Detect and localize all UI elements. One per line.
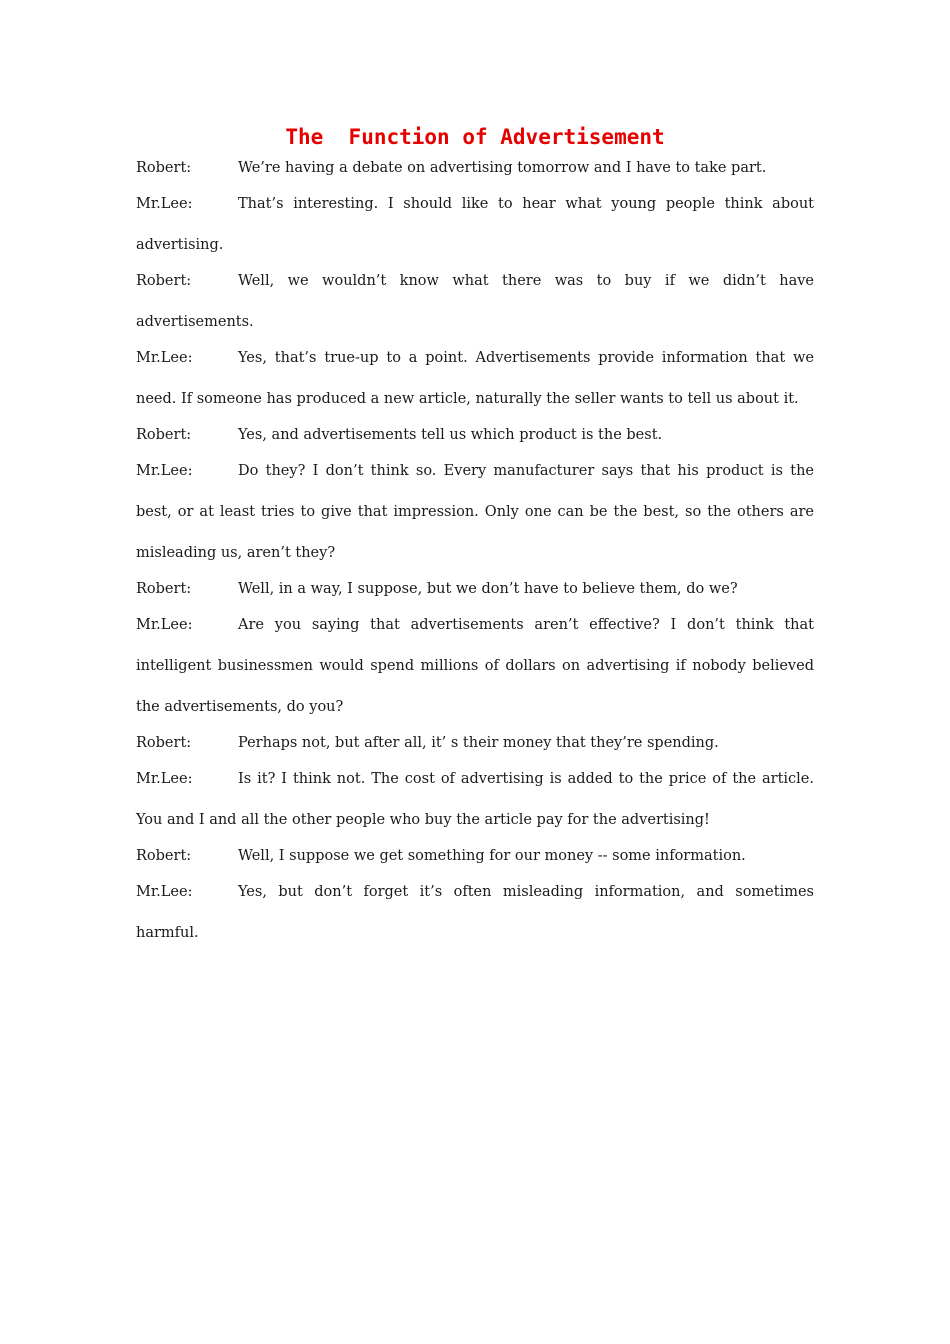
speaker-label: Robert: xyxy=(136,848,192,864)
turn-text: Do they? I don’t think so. Every manufacturer says that his product is the best, or at least tries to give that impression. Only one can be the best, so the others are misleading us, aren’t they? xyxy=(136,463,814,561)
dialogue-turn xyxy=(136,836,814,877)
turn-text: Yes, but don’t forget it’s often misleading information, and sometimes harmful. xyxy=(136,884,814,941)
dialogue xyxy=(136,148,814,949)
dialogue-turn xyxy=(136,415,814,456)
dialogue-turn xyxy=(136,759,814,841)
speaker-label: Robert: xyxy=(136,581,192,597)
speaker-label: Robert: xyxy=(136,427,192,443)
document-title: The Function of Advertisement xyxy=(285,125,665,149)
speaker-label: Mr.Lee: xyxy=(136,884,193,900)
turn-text: Are you saying that advertisements aren’t effective? I don’t think that intelligent businessmen would spend millions of dollars on advertising if nobody believed the advertisements, do you? xyxy=(136,617,814,715)
turn-text: Perhaps not, but after all, it’ s their money that they’re spending. xyxy=(238,735,719,751)
dialogue-turn xyxy=(136,184,814,266)
turn-text: Is it? I think not. The cost of advertising is added to the price of the article. You and I and all the other people who buy the article pay for the advertising! xyxy=(136,771,814,828)
dialogue-turn xyxy=(136,451,814,574)
dialogue-turn xyxy=(136,148,814,189)
turn-text: Well, in a way, I suppose, but we don’t have to believe them, do we? xyxy=(238,581,738,597)
speaker-label: Robert: xyxy=(136,735,192,751)
speaker-label: Mr.Lee: xyxy=(136,463,193,479)
speaker-label: Mr.Lee: xyxy=(136,196,193,212)
speaker-label: Mr.Lee: xyxy=(136,617,193,633)
turn-text: Yes, that’s true-up to a point. Advertisements provide information that we need. If someone has produced a new article, naturally the seller wants to tell us about it. xyxy=(136,350,814,407)
dialogue-turn xyxy=(136,338,814,420)
dialogue-turn xyxy=(136,872,814,954)
speaker-label: Mr.Lee: xyxy=(136,771,193,787)
dialogue-turn xyxy=(136,605,814,728)
speaker-label: Mr.Lee: xyxy=(136,350,193,366)
speaker-label: Robert: xyxy=(136,273,192,289)
turn-text: Yes, and advertisements tell us which product is the best. xyxy=(238,427,663,443)
dialogue-turn xyxy=(136,723,814,764)
turn-text: That’s interesting. I should like to hear what young people think about advertising. xyxy=(136,196,814,253)
turn-text: We’re having a debate on advertising tomorrow and I have to take part. xyxy=(238,160,767,176)
dialogue-turn xyxy=(136,569,814,610)
dialogue-turn xyxy=(136,261,814,343)
turn-text: Well, we wouldn’t know what there was to buy if we didn’t have advertisements. xyxy=(136,273,814,330)
turn-text: Well, I suppose we get something for our money -- some information. xyxy=(238,848,746,864)
speaker-label: Robert: xyxy=(136,160,192,176)
